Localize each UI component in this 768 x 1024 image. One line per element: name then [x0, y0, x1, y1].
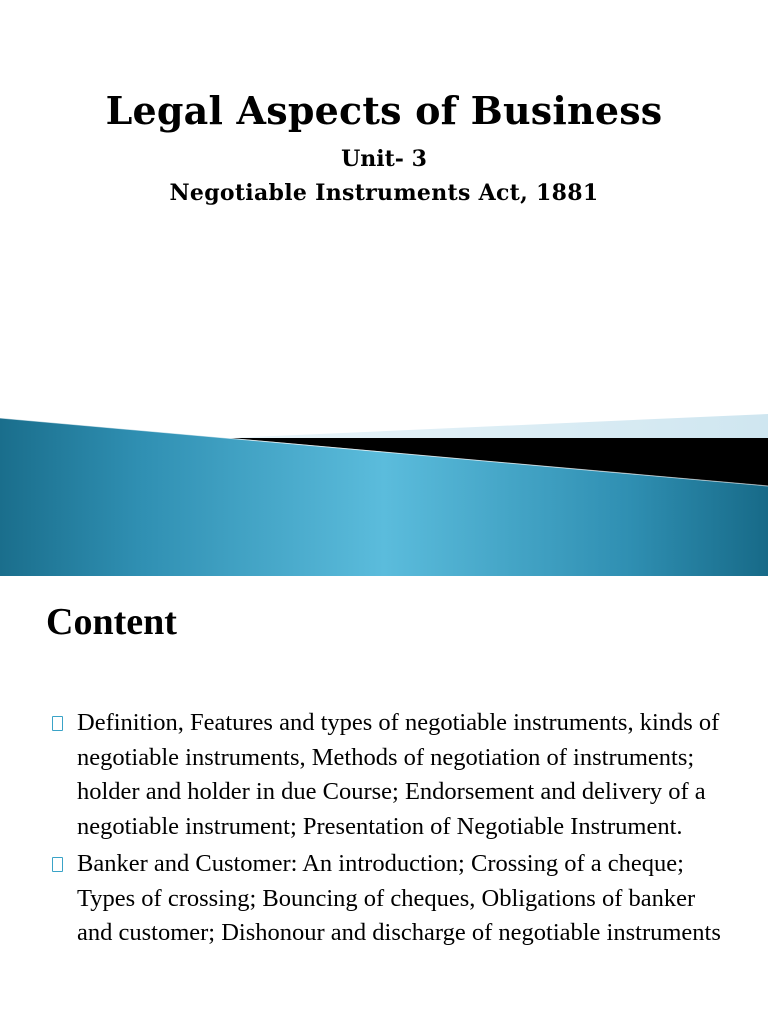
bullet-item — [52, 847, 732, 951]
decorative-banner — [0, 410, 768, 576]
bullet-text: Banker and Customer: An introduction; Crossing of a cheque; Types of crossing; Bouncing of cheques, Obligations of banker and customer; Dishonour and discharge of negotiable instruments — [77, 850, 721, 946]
slide-subtitle-act: Negotiable Instruments Act, 1881 — [169, 180, 599, 206]
bullet-box-icon — [52, 857, 63, 872]
content-slide — [0, 576, 768, 1024]
banner-light-stripe — [230, 414, 768, 438]
content-heading: Content — [46, 601, 177, 643]
slide-title: Legal Aspects of Business — [105, 88, 663, 133]
bullet-item — [52, 706, 732, 844]
bullet-text: Definition, Features and types of negotiable instruments, kinds of negotiable instruments, Methods of negotiation of instruments; holder and holder in due Course; Endorsement and delivery of a negotiable instrument; Presentation of Negotiable Instrument. — [77, 709, 720, 840]
bullet-box-icon — [52, 716, 63, 731]
content-bullet-list — [52, 706, 732, 954]
slide-subtitle-unit: Unit- 3 — [341, 146, 427, 172]
